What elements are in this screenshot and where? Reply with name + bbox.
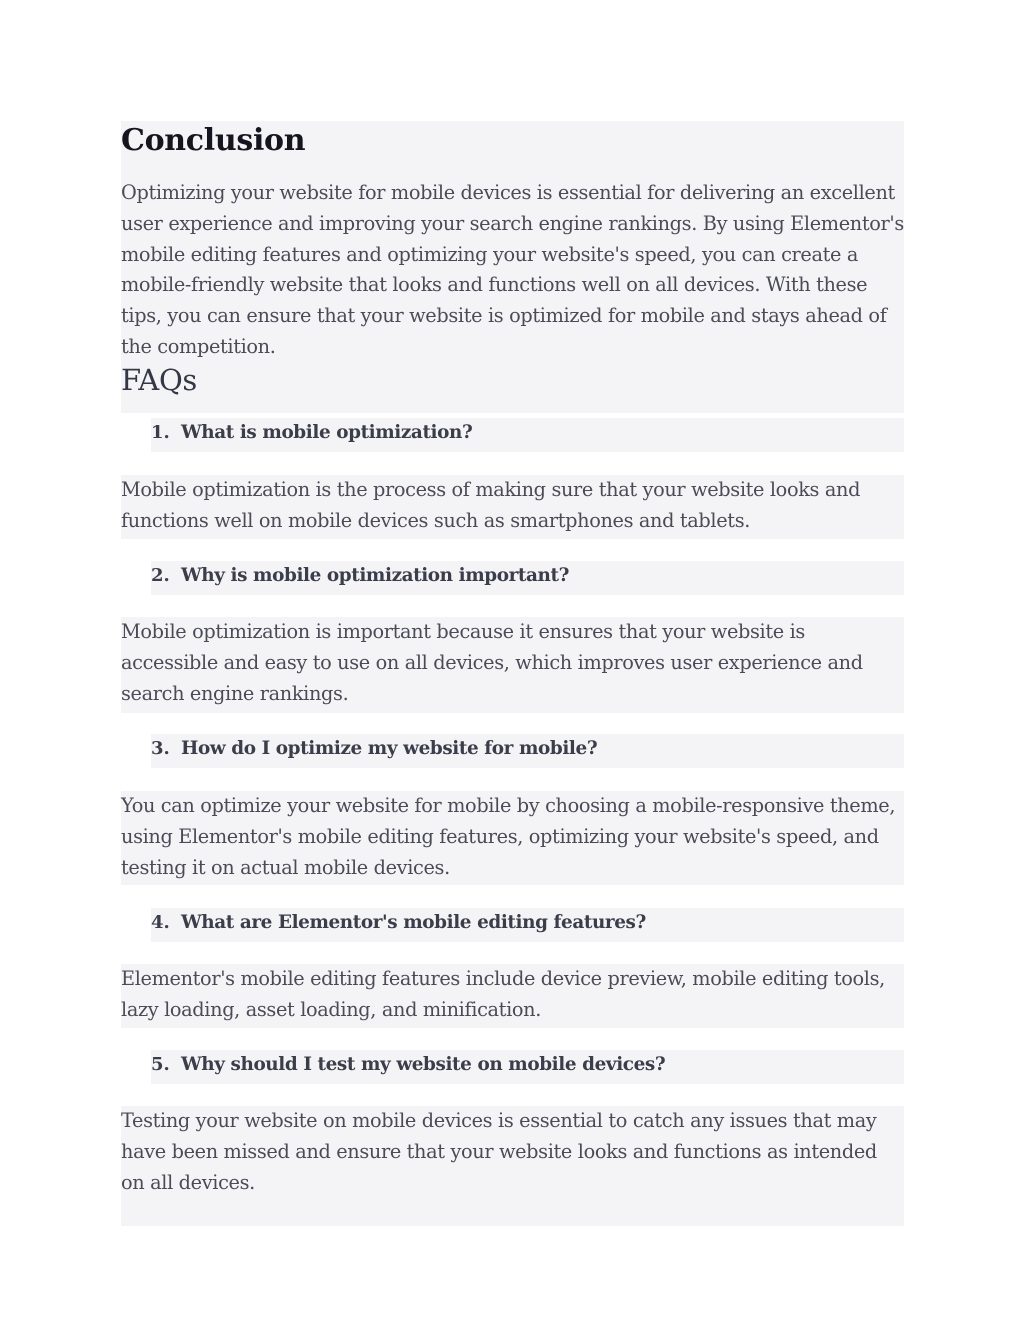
- faq-answer-5: [121, 1106, 904, 1226]
- faq-question-3: [151, 734, 904, 768]
- faq-number: 3.: [151, 738, 170, 759]
- faq-question-text: What are Elementor's mobile editing features?: [181, 912, 646, 933]
- faq-answer-text: You can optimize your website for mobile by choosing a mobile-responsive theme, using Elementor's mobile editing features, optimizing your website's speed, and testing it on actual mobile devices.: [121, 794, 896, 879]
- faq-question-2: [151, 561, 904, 595]
- faq-answer-text: Testing your website on mobile devices is essential to catch any issues that may have been missed and ensure that your website looks and functions as intended on all devices.: [121, 1109, 877, 1194]
- faq-answer-text: Mobile optimization is important because it ensures that your website is accessible and easy to use on all devices, which improves user experience and search engine rankings.: [121, 620, 863, 705]
- faq-question-text: How do I optimize my website for mobile?: [181, 738, 598, 759]
- faq-question-4: [151, 908, 904, 942]
- faq-answer-3: [121, 791, 904, 885]
- faq-answer-2: [121, 617, 904, 713]
- faq-question-text: What is mobile optimization?: [181, 422, 473, 443]
- faq-question-text: Why is mobile optimization important?: [181, 565, 569, 586]
- faq-question-1: [151, 418, 904, 452]
- document-page: [121, 121, 904, 1194]
- faq-answer-1: [121, 475, 904, 539]
- faq-number: 5.: [151, 1054, 170, 1075]
- faq-question-text: Why should I test my website on mobile devices?: [181, 1054, 666, 1075]
- faq-answer-4: [121, 964, 904, 1028]
- conclusion-heading: Conclusion: [121, 123, 306, 158]
- conclusion-paragraph: Optimizing your website for mobile devices is essential for delivering an excellent user experience and improving your search engine rankings. By using Elementor's mobile editing features and optimizing your website's speed, you can create a mobile-friendly website that looks and functions well on all devices. With these tips, you can ensure that your website is optimized for mobile and stays ahead of the competition.: [121, 181, 904, 358]
- faq-number: 4.: [151, 912, 170, 933]
- faq-number: 2.: [151, 565, 170, 586]
- conclusion-section: [121, 121, 904, 413]
- faq-number: 1.: [151, 422, 170, 443]
- faqs-heading: FAQs: [121, 363, 198, 397]
- faq-answer-text: Elementor's mobile editing features include device preview, mobile editing tools, lazy loading, asset loading, and minification.: [121, 967, 885, 1021]
- faq-question-5: [151, 1050, 904, 1084]
- faq-answer-text: Mobile optimization is the process of making sure that your website looks and functions well on mobile devices such as smartphones and tablets.: [121, 478, 861, 532]
